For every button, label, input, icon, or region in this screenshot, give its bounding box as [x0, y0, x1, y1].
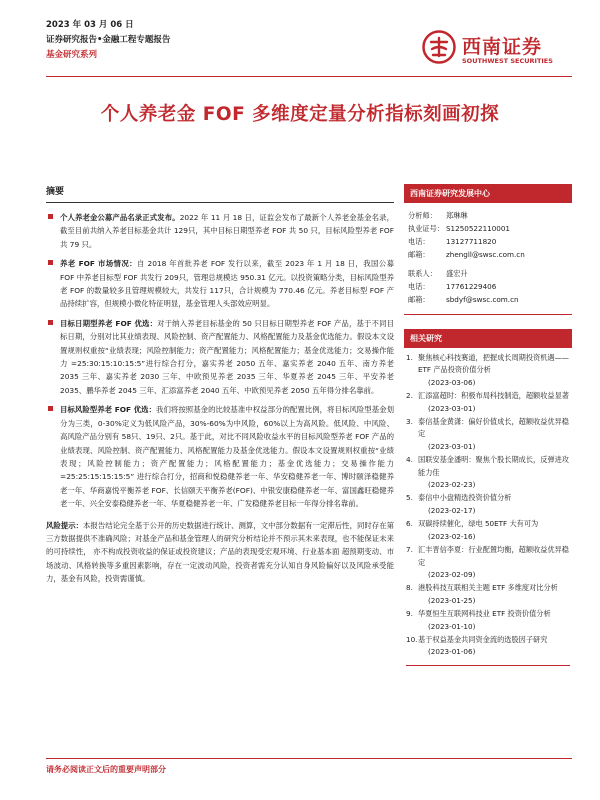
related-item-date: (2023-03-01): [428, 441, 476, 451]
sidebar: [404, 184, 572, 670]
abstract-heading: 摘要: [46, 184, 394, 203]
paragraph-body: 我们将按照基金的比较基准中权益部分的配置比例，将目标风险型基金划分为三类，0-30%定义为低风险产品，30%-60%为中风险，60%以上为高风险。低风险、中风险、高风险产品分别有 58只、19只、2只。基于此，对比不同风险收益水平的目标风险型养老 FOF 产品的业绩表现、风险控制、资产配置能力、风格配置能力及基金优选能力。假设本文设置规则权重按“业绩表现；风险控制能力；资产配置能力；风格配置能力；基金优选能力；交易操作能力=25:25:15:15:15:5” 进行综合打分，招商和悦稳健养老一年、华安稳健养老一年、博时颐泽稳健养老一年、华商嘉悦平衡养老 FOF、长信颐天平衡养老(FOF)、中银安康稳健养老一年、富国鑫旺稳健养老一年、兴全安泰稳健养老一年、华夏稳健养老一年、广发稳健养老目标一年得分排名靠前。: [60, 405, 394, 509]
related-item[interactable]: 7. 汇丰晋信李夏：行业配置均衡，超额收益优异稳定 (2023-02-09): [406, 544, 570, 581]
related-item-date: (2023-02-23): [428, 480, 476, 490]
risk-lead: 风险提示：: [46, 520, 84, 530]
related-item-title: 双碳持续催化，绿电 50ETF 大有可为: [418, 519, 539, 529]
related-item[interactable]: 1. 聚焦核心科技赛道，把握成长周期投资机遇——ETF 产品投资价值分析 (2023-03-06): [406, 352, 570, 389]
report-type: 证券研究报告•金融工程专题报告: [46, 35, 171, 45]
analyst-phone-label: 电话：: [408, 237, 430, 246]
paragraph-lead: 养老 FOF 市场情况：: [60, 259, 137, 269]
related-item-date: (2023-02-09): [428, 569, 476, 579]
contact-email[interactable]: sbdyf@swsc.com.cn: [446, 295, 519, 304]
bullet-square-icon: [48, 406, 53, 411]
paragraph-body: 自 2018 年首批养老 FOF 发行以来，截至 2023 年 1 月 18 日，我国公募 FOF 中养老目标型 FOF 共发行 209只，管理总规模达 950.31 亿元。以投资策略分类，目标风险型养老 FOF 的数量较多且管理规模较大，共发行 117只，合计规模为 770.46 亿元。养老目标型 FOF 产品持续扩容，但规模小微化特征明显，基金管理人头部效应明显。: [60, 259, 394, 309]
header-meta: [46, 18, 170, 63]
abstract-paragraph: [46, 257, 394, 311]
paragraph-body: 2022 年 11 月 18 日，证监会发布了最新个人养老金基金名录，截至目前共纳入养老目标基金共计 129只，其中目标日期型养老 FOF 共 50 只，目标风险型养老 FOF 共 79 只。: [60, 213, 394, 249]
related-item-date: (2023-01-25): [428, 595, 476, 605]
risk-warning: [46, 519, 394, 586]
related-item[interactable]: 8. 港股科技互联相关主题 ETF 多维度对比分析 (2023-01-25): [406, 582, 570, 607]
contact-email-label: 邮箱：: [408, 295, 430, 304]
bullet-square-icon: [48, 260, 53, 265]
related-item[interactable]: 2. 汇添富超时：积极布局科技制造，超额收益显著 (2023-03-01): [406, 390, 570, 415]
paragraph-body: 对于纳入养老目标基金的 50 只目标日期型养老 FOF 产品，基于不同目标日期，分别对比其业绩表现、风险控制、资产配置能力、风格配置能力及基金优选能力。假设本文设置规则权重按“业绩表现；风险控制能力；资产配置能力；风格配置能力；基金优选能力；交易操作能力 =25:30:15:10:15:5”进行综合打分，嘉实养老 2050 五年、嘉实养老 2040 五年、南方养老 2035 三年、嘉实养老 2030 三年、中欧预见养老 2035 三年、华夏养老 2045 三年、平安养老 2035、鹏华养老 2045 三年、汇添富养老 2040 五年、中欧预见养老 2050 五年得分排名靠前。: [60, 318, 395, 395]
analyst-contact: [404, 203, 572, 315]
related-item-date: (2023-03-06): [428, 377, 476, 387]
related-item-date: (2023-03-01): [428, 403, 476, 413]
report-series: 基金研究系列: [46, 50, 98, 60]
report-date: 2023 年 03 月 06 日: [46, 20, 134, 30]
related-item-date: (2023-02-17): [428, 505, 476, 515]
abstract-paragraph: [46, 403, 394, 510]
paragraph-lead: 目标日期型养老 FOF 优选：: [60, 318, 158, 328]
related-item[interactable]: 5. 泰信中小盘精选投资价值分析 (2023-02-17): [406, 492, 570, 517]
related-item-title: 泰信中小盘精选投资价值分析: [418, 493, 512, 503]
analyst-email[interactable]: zhengll@swsc.com.cn: [446, 250, 525, 259]
contact-phone-label: 电话：: [408, 282, 430, 291]
related-item-date: (2023-01-10): [428, 621, 476, 631]
logo-mark-icon: [422, 30, 456, 64]
paragraph-lead: 个人养老金公募产品名录正式发布。: [60, 213, 180, 222]
contact-name-label: 联系人：: [408, 269, 437, 278]
abstract-section: [46, 184, 394, 586]
bullet-square-icon: [48, 320, 53, 325]
related-item-date: (2023-02-16): [428, 531, 476, 541]
contact-phone: 17761229406: [446, 282, 497, 291]
related-item-title: 基于权益基金共同资金流的选股因子研究: [418, 634, 548, 644]
analyst-name-label: 分析师：: [408, 211, 437, 220]
company-logo: [422, 30, 572, 72]
footer-disclaimer: 请务必阅读正文后的重要声明部分: [46, 758, 572, 775]
logo-text-cn: 西南证券: [462, 36, 543, 58]
paragraph-lead: 目标风险型养老 FOF 优选：: [60, 405, 157, 415]
analyst-phone: 13127711820: [446, 237, 497, 246]
related-item[interactable]: 10. 基于权益基金共同资金流的选股因子研究 (2023-01-06): [406, 634, 570, 659]
related-item-title: 港股科技互联相关主题 ETF 多维度对比分析: [418, 583, 558, 593]
header-divider: [46, 76, 572, 77]
sidebar-divider: [406, 665, 570, 666]
analyst-email-label: 邮箱：: [408, 250, 430, 259]
abstract-paragraph: [46, 211, 394, 251]
related-research-list: [404, 348, 572, 670]
analyst-cert: S1250522110001: [446, 224, 511, 233]
related-item[interactable]: 3. 泰信基金黄潇：偏好价值成长，超额收益优异稳定 (2023-03-01): [406, 416, 570, 453]
team-title: 西南证券研究发展中心: [404, 184, 572, 203]
abstract-paragraph: [46, 317, 394, 397]
related-item[interactable]: 4. 国联安基金潘明：聚焦个股长期成长，反弹进攻能力佳 (2023-02-23): [406, 454, 570, 491]
related-research-title: 相关研究: [404, 329, 572, 348]
analyst-name: 郑琳琳: [446, 211, 468, 220]
related-item-title: 汇添富超时：积极布局科技制造，超额收益显著: [418, 391, 569, 401]
contact-name: 盛宏升: [446, 269, 468, 278]
analyst-cert-label: 执业证号：: [408, 224, 444, 233]
related-item-title: 华夏恒生互联网科技业 ETF 投资价值分析: [418, 609, 551, 619]
related-item[interactable]: 9. 华夏恒生互联网科技业 ETF 投资价值分析 (2023-01-10): [406, 608, 570, 633]
logo-text-en: SOUTHWEST SECURITIES: [462, 57, 553, 65]
related-item-date: (2023-01-06): [428, 647, 476, 657]
related-item-title: 泰信基金黄潇：偏好价值成长，超额收益优异稳定: [418, 417, 569, 439]
related-item-title: 国联安基金潘明：聚焦个股长期成长，反弹进攻能力佳: [418, 455, 569, 477]
related-item-title: 汇丰晋信李夏：行业配置均衡，超额收益优异稳定: [418, 545, 569, 567]
related-item[interactable]: 6. 双碳持续催化，绿电 50ETF 大有可为 (2023-02-16): [406, 518, 570, 543]
report-title: 个人养老金 FOF 多维度定量分析指标刻画初探: [100, 104, 500, 125]
related-item-title: 聚焦核心科技赛道，把握成长周期投资机遇——ETF 产品投资价值分析: [418, 353, 569, 375]
bullet-square-icon: [48, 214, 53, 219]
risk-body: 本报告结论完全基于公开的历史数据进行统计、测算，文中部分数据有一定滞后性，同时存在第三方数据提供不准确风险；对基金产品和基金管理人的研究分析结论并不预示其未来表现，也不能保证未来的可持续性， 亦不构成投资收益的保证或投资建议；产品的表现受宏观环境、行业基本面 超预期变动、市场波动、风格转换等多重因素影响，存在一定波动风险，投资者需充分认知自身风险偏好以及风险承受能力，基金有风险，投资需谨慎。: [46, 520, 394, 584]
